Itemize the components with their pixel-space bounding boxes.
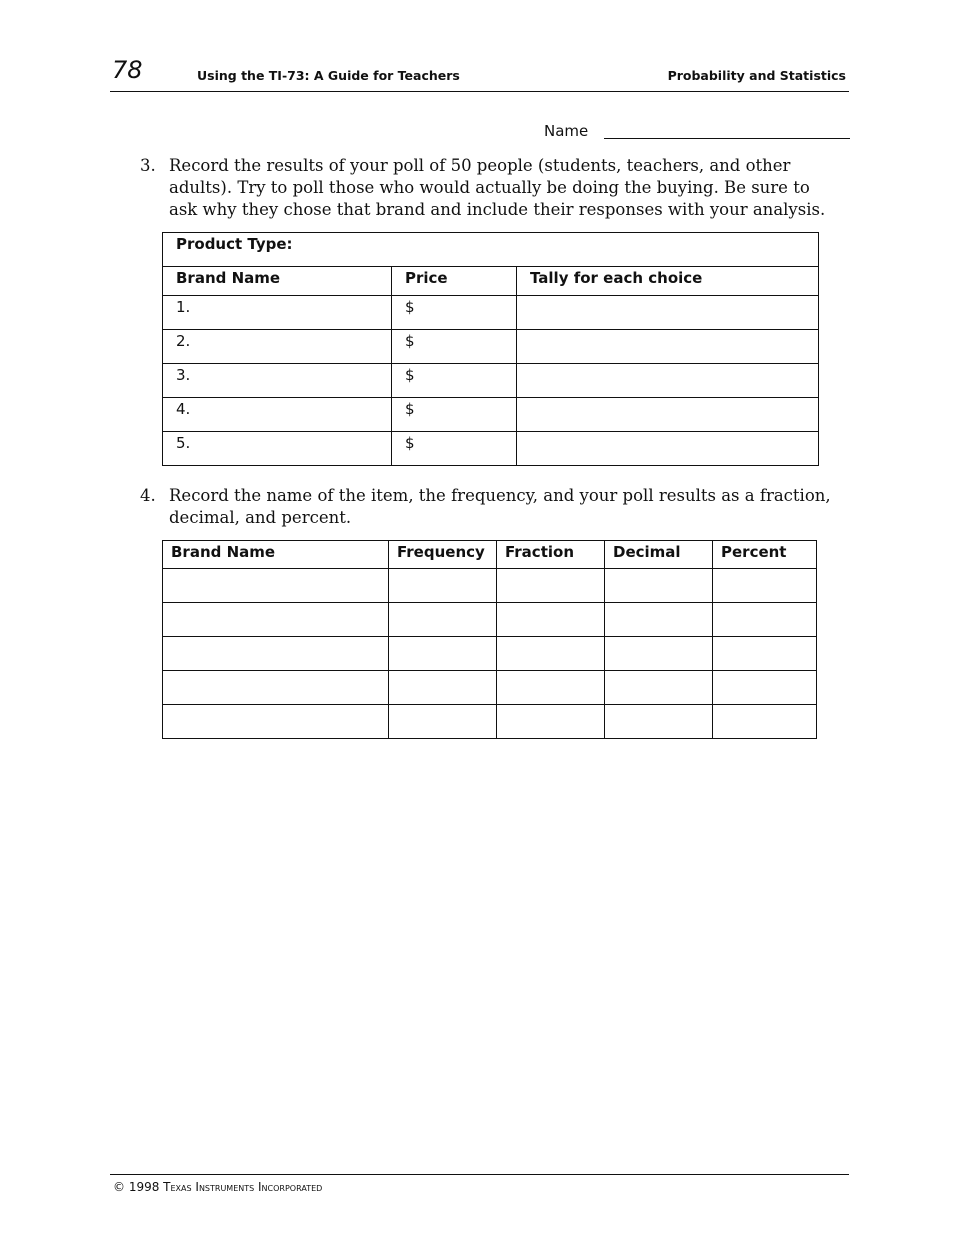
brand-cell[interactable] — [163, 671, 389, 705]
question-4-text: Record the name of the item, the frequency, and your poll results as a fraction, decimal, and percent. — [169, 486, 831, 527]
percent-cell[interactable] — [713, 637, 817, 671]
book-title: Using the TI-73: A Guide for Teachers — [197, 68, 460, 83]
brand-cell[interactable]: 5. — [163, 432, 392, 466]
header-tally: Tally for each choice — [517, 267, 819, 296]
fraction-cell[interactable] — [497, 705, 605, 739]
brand-cell[interactable]: 1. — [163, 296, 392, 330]
header-fraction: Fraction — [497, 541, 605, 569]
table-row — [163, 330, 819, 364]
tally-cell[interactable] — [517, 364, 819, 398]
decimal-cell[interactable] — [605, 671, 713, 705]
question-3-text: Record the results of your poll of 50 people (students, teachers, and other adults). Try to poll those who would actually be doing the buying. Be sure to ask why they chose that brand and include their responses with your analysis. — [169, 156, 826, 219]
frequency-cell[interactable] — [389, 637, 497, 671]
header-brand-name: Brand Name — [163, 541, 389, 569]
table-row — [163, 603, 817, 637]
product-type-cell[interactable]: Product Type: — [163, 233, 819, 267]
frequency-cell[interactable] — [389, 671, 497, 705]
percent-cell[interactable] — [713, 569, 817, 603]
header-price: Price — [392, 267, 517, 296]
name-field[interactable] — [544, 122, 850, 142]
brand-cell[interactable] — [163, 637, 389, 671]
question-3 — [140, 155, 840, 225]
percent-cell[interactable] — [713, 603, 817, 637]
price-cell[interactable]: $ — [392, 398, 517, 432]
brand-cell[interactable] — [163, 603, 389, 637]
brand-cell[interactable] — [163, 705, 389, 739]
brand-cell[interactable] — [163, 569, 389, 603]
header-decimal: Decimal — [605, 541, 713, 569]
price-cell[interactable]: $ — [392, 432, 517, 466]
section-title: Probability and Statistics — [667, 68, 846, 83]
table-row — [163, 398, 819, 432]
table-row — [163, 569, 817, 603]
header-frequency: Frequency — [389, 541, 497, 569]
fraction-cell[interactable] — [497, 671, 605, 705]
price-cell[interactable]: $ — [392, 330, 517, 364]
percent-cell[interactable] — [713, 705, 817, 739]
tally-cell[interactable] — [517, 398, 819, 432]
name-label: Name — [544, 122, 589, 140]
brand-cell[interactable]: 4. — [163, 398, 392, 432]
header-percent: Percent — [713, 541, 817, 569]
copyright-notice: © 1998 Texas Instruments Incorporated — [113, 1180, 323, 1194]
question-4-number: 4. — [140, 486, 156, 505]
decimal-cell[interactable] — [605, 637, 713, 671]
header-brand-name: Brand Name — [163, 267, 392, 296]
decimal-cell[interactable] — [605, 705, 713, 739]
table-row — [163, 671, 817, 705]
table-row — [163, 637, 817, 671]
frequency-cell[interactable] — [389, 705, 497, 739]
brand-cell[interactable]: 2. — [163, 330, 392, 364]
poll-results-table — [162, 232, 819, 466]
tally-cell[interactable] — [517, 432, 819, 466]
decimal-cell[interactable] — [605, 569, 713, 603]
fraction-cell[interactable] — [497, 569, 605, 603]
name-blank-line[interactable] — [604, 138, 850, 139]
table-row — [163, 296, 819, 330]
brand-cell[interactable]: 3. — [163, 364, 392, 398]
page-number: 78 — [112, 56, 143, 84]
frequency-cell[interactable] — [389, 569, 497, 603]
table-row — [163, 432, 819, 466]
table-row — [163, 705, 817, 739]
frequency-table — [162, 540, 817, 739]
tally-cell[interactable] — [517, 296, 819, 330]
frequency-cell[interactable] — [389, 603, 497, 637]
decimal-cell[interactable] — [605, 603, 713, 637]
page-header — [110, 54, 849, 92]
page-footer — [110, 1174, 849, 1194]
question-4 — [140, 485, 840, 533]
percent-cell[interactable] — [713, 671, 817, 705]
price-cell[interactable]: $ — [392, 296, 517, 330]
table-row — [163, 364, 819, 398]
fraction-cell[interactable] — [497, 637, 605, 671]
tally-cell[interactable] — [517, 330, 819, 364]
question-3-number: 3. — [140, 156, 156, 175]
fraction-cell[interactable] — [497, 603, 605, 637]
price-cell[interactable]: $ — [392, 364, 517, 398]
